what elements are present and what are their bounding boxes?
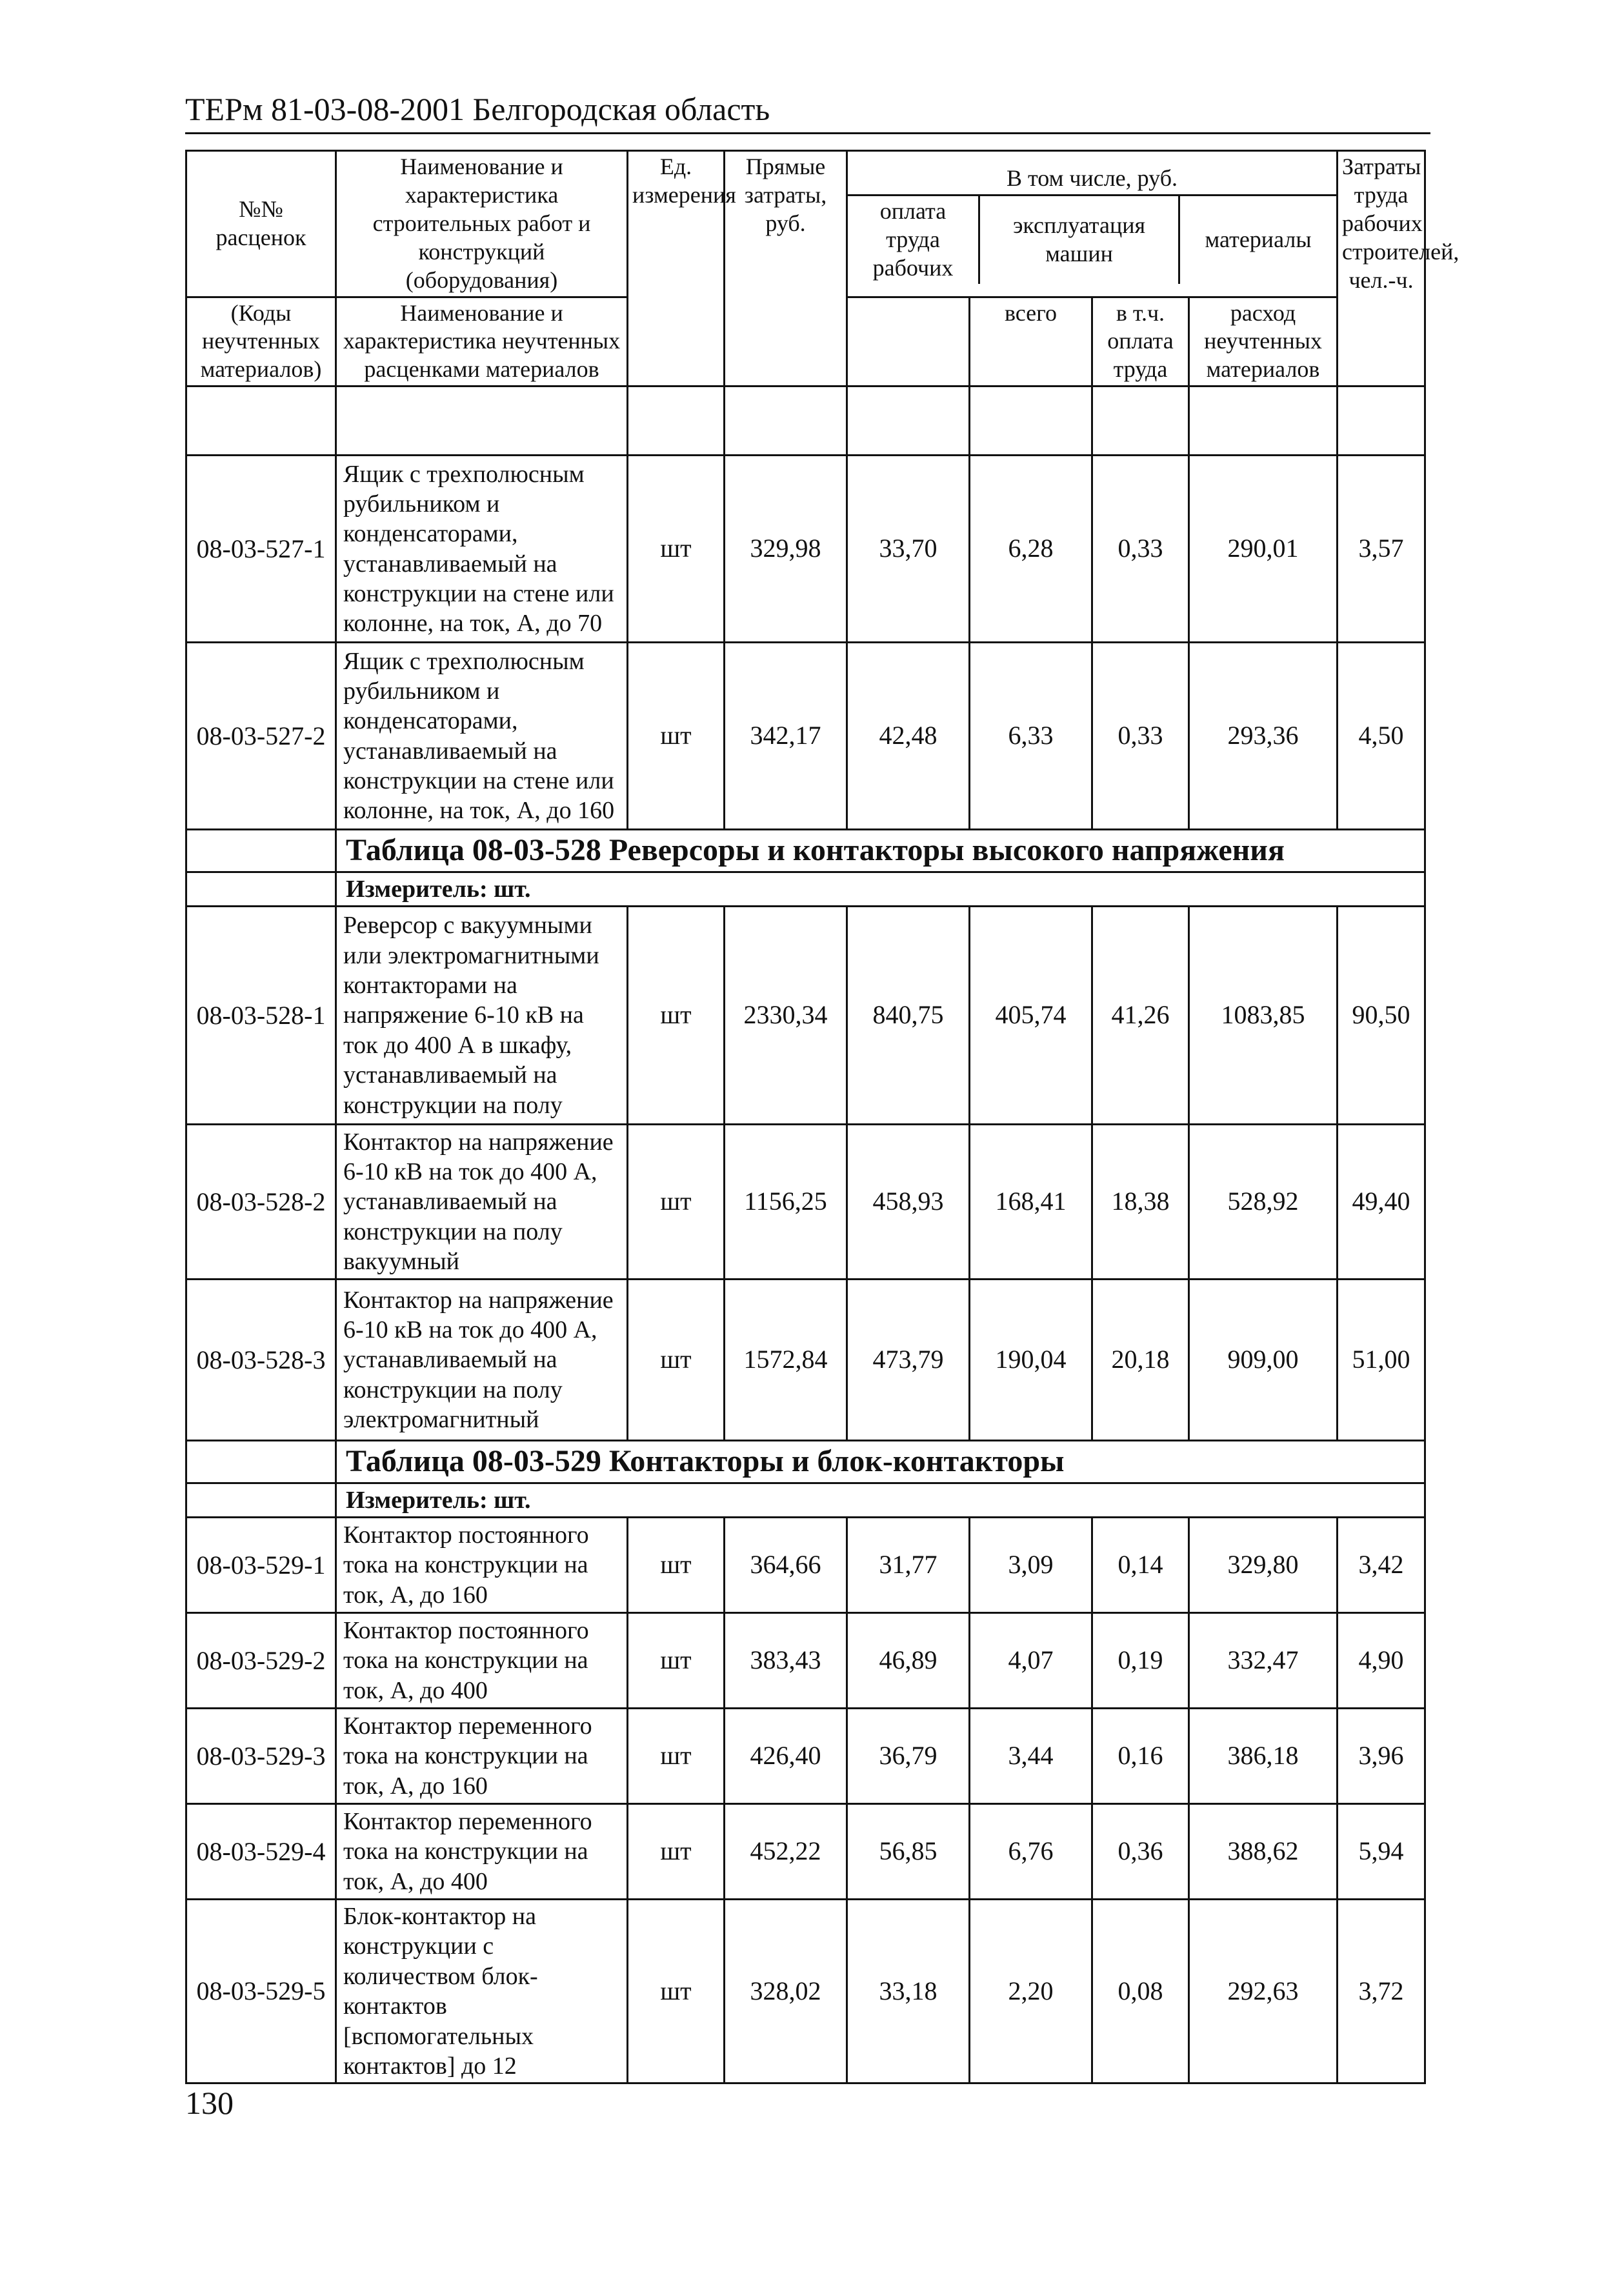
rate-name: Ящик с трехполюсным рубильником и конденсаторами, устанавливаемый на конструкции на стене или колонне, на ток, А, до 160 [336,643,628,830]
section-title: Таблица 08-03-529 Контакторы и блок-контакторы [336,1441,1425,1483]
rate-labor-pay: 36,79 [847,1709,970,1804]
rate-unit: шт [628,1280,725,1441]
rate-code: 08-03-529-5 [186,1900,336,2083]
rate-labor-pay: 46,89 [847,1613,970,1709]
rate-labor-hours: 3,96 [1338,1709,1425,1804]
rate-direct-cost: 383,43 [725,1613,847,1709]
header-materials: материалы [1205,226,1312,253]
rate-unit: шт [628,643,725,830]
header-code: №№ расценок [186,151,336,297]
rate-machines-total: 2,20 [970,1900,1092,2083]
rate-code: 08-03-528-1 [186,907,336,1125]
rate-materials: 1083,85 [1189,907,1338,1125]
header-machines-labor: в т.ч. оплата труда [1092,297,1189,387]
section-title-blank [186,1441,336,1483]
section-title: Таблица 08-03-528 Реверсоры и контакторы высокого напряжения [336,830,1425,872]
header-machines-total: всего [970,297,1092,387]
table-row [186,1709,1425,1804]
table-row [186,907,1425,1125]
rate-name: Контактор на напряжение 6-10 кВ на ток до 400 А, устанавливаемый на конструкции на полу вакуумный [336,1125,628,1280]
rate-direct-cost: 2330,34 [725,907,847,1125]
rate-labor-pay: 33,70 [847,456,970,643]
header-labor-pay: оплата труда рабочих [848,196,979,284]
rate-materials: 388,62 [1189,1804,1338,1900]
rate-unit: шт [628,1709,725,1804]
rate-name: Ящик с трехполюсным рубильником и конденсаторами, устанавливаемый на конструкции на стене или колонне, на ток, А, до 70 [336,456,628,643]
rate-materials: 528,92 [1189,1125,1338,1280]
header-row-1 [186,151,1425,297]
rate-labor-pay: 473,79 [847,1280,970,1441]
rate-unit: шт [628,1900,725,2083]
header-name: Наименование и характеристика строительных работ и конструкций (оборудования) [336,151,628,297]
rate-machines-labor: 0,33 [1092,456,1189,643]
section-measure: Измеритель: шт. [336,1483,1425,1517]
table-row [186,1613,1425,1709]
rate-unit: шт [628,456,725,643]
rate-labor-pay: 42,48 [847,643,970,830]
rate-code: 08-03-529-2 [186,1613,336,1709]
table-row [186,1804,1425,1900]
rate-code: 08-03-527-2 [186,643,336,830]
rate-labor-hours: 3,72 [1338,1900,1425,2083]
including-label: В том числе, руб. [848,163,1336,195]
rate-labor-hours: 5,94 [1338,1804,1425,1900]
rate-name: Контактор переменного тока на конструкции на ток, А, до 400 [336,1804,628,1900]
rate-machines-total: 6,76 [970,1804,1092,1900]
section-title-row [186,830,1425,872]
section-measure: Измеритель: шт. [336,872,1425,906]
rate-direct-cost: 426,40 [725,1709,847,1804]
rate-labor-pay: 31,77 [847,1518,970,1613]
header-unit: Ед. измерения [628,151,725,387]
rate-name: Реверсор с вакуумными или электромагнитными контакторами на напряжение 6-10 кВ на ток до 400 А в шкафу, устанавливаемый на конструкции на полу [336,907,628,1125]
rate-code: 08-03-529-3 [186,1709,336,1804]
rate-machines-total: 3,44 [970,1709,1092,1804]
rate-machines-labor: 0,33 [1092,643,1189,830]
rate-code: 08-03-528-2 [186,1125,336,1280]
rate-unit: шт [628,907,725,1125]
rate-labor-pay: 840,75 [847,907,970,1125]
rate-machines-total: 190,04 [970,1280,1092,1441]
header-name-materials: Наименование и характеристика неучтенных расценками материалов [336,297,628,387]
header-direct: Прямые затраты, руб. [725,151,847,387]
rate-machines-labor: 0,14 [1092,1518,1189,1613]
rate-direct-cost: 1156,25 [725,1125,847,1280]
rate-labor-pay: 56,85 [847,1804,970,1900]
rate-machines-total: 6,28 [970,456,1092,643]
header-labor-cost: Затраты труда рабочих строителей, чел.-ч. [1338,151,1425,387]
rate-machines-labor: 20,18 [1092,1280,1189,1441]
rate-materials: 292,63 [1189,1900,1338,2083]
rate-labor-pay: 33,18 [847,1900,970,2083]
rate-machines-labor: 0,16 [1092,1709,1189,1804]
rates-table [185,150,1459,2084]
rate-machines-total: 168,41 [970,1125,1092,1280]
header-machines: эксплуатация машин [979,196,1179,284]
rate-materials: 293,36 [1189,643,1338,830]
rate-direct-cost: 342,17 [725,643,847,830]
rate-labor-hours: 4,50 [1338,643,1425,830]
rate-machines-labor: 0,36 [1092,1804,1189,1900]
rate-materials: 909,00 [1189,1280,1338,1441]
header-materials-bottom: расход неучтенных материалов [1189,297,1338,387]
rate-labor-hours: 3,57 [1338,456,1425,643]
rate-unit: шт [628,1804,725,1900]
rate-machines-total: 3,09 [970,1518,1092,1613]
rate-direct-cost: 364,66 [725,1518,847,1613]
rate-labor-hours: 3,42 [1338,1518,1425,1613]
section-measure-row [186,1483,1425,1517]
rate-materials: 386,18 [1189,1709,1338,1804]
rate-name: Контактор на напряжение 6-10 кВ на ток до 400 А, устанавливаемый на конструкции на полу электромагнитный [336,1280,628,1441]
rate-materials: 329,80 [1189,1518,1338,1613]
rate-name: Блок-контактор на конструкции с количеством блок-контактов [вспомогательных контактов] до 12 [336,1900,628,2083]
header-including [847,151,1338,297]
rate-direct-cost: 329,98 [725,456,847,643]
rate-direct-cost: 328,02 [725,1900,847,2083]
header-divider [185,132,1430,134]
rate-unit: шт [628,1613,725,1709]
section-measure-blank [186,872,336,906]
rate-unit: шт [628,1125,725,1280]
table-row [186,456,1425,643]
header-code-materials: (Коды неучтенных материалов) [186,297,336,387]
rate-labor-hours: 51,00 [1338,1280,1425,1441]
rate-code: 08-03-529-1 [186,1518,336,1613]
table-row [186,1900,1425,2083]
rate-direct-cost: 452,22 [725,1804,847,1900]
rate-code: 08-03-527-1 [186,456,336,643]
rate-labor-hours: 49,40 [1338,1125,1425,1280]
table-row [186,1125,1425,1280]
rate-machines-labor: 18,38 [1092,1125,1189,1280]
page-title: ТЕРм 81-03-08-2001 Белгородская область [185,91,770,127]
rate-name: Контактор переменного тока на конструкции на ток, А, до 160 [336,1709,628,1804]
rate-materials: 290,01 [1189,456,1338,643]
rate-labor-pay: 458,93 [847,1125,970,1280]
rate-machines-total: 6,33 [970,643,1092,830]
rate-machines-total: 4,07 [970,1613,1092,1709]
rate-name: Контактор постоянного тока на конструкции на ток, А, до 160 [336,1518,628,1613]
section-title-blank [186,830,336,872]
rate-labor-hours: 90,50 [1338,907,1425,1125]
table-row [186,643,1425,830]
rate-machines-labor: 0,19 [1092,1613,1189,1709]
rate-machines-labor: 41,26 [1092,907,1189,1125]
spacer-row [186,387,1425,456]
rate-materials: 332,47 [1189,1613,1338,1709]
section-title-row [186,1441,1425,1483]
table-row [186,1280,1425,1441]
section-measure-blank [186,1483,336,1517]
rate-machines-labor: 0,08 [1092,1900,1189,2083]
rate-direct-cost: 1572,84 [725,1280,847,1441]
rate-name: Контактор постоянного тока на конструкции на ток, А, до 400 [336,1613,628,1709]
rate-machines-total: 405,74 [970,907,1092,1125]
header-labor-pay-bottom [847,297,970,387]
page-number: 130 [185,2085,234,2121]
rate-code: 08-03-528-3 [186,1280,336,1441]
section-measure-row [186,872,1425,906]
table-row [186,1518,1425,1613]
rate-unit: шт [628,1518,725,1613]
rate-code: 08-03-529-4 [186,1804,336,1900]
rate-labor-hours: 4,90 [1338,1613,1425,1709]
